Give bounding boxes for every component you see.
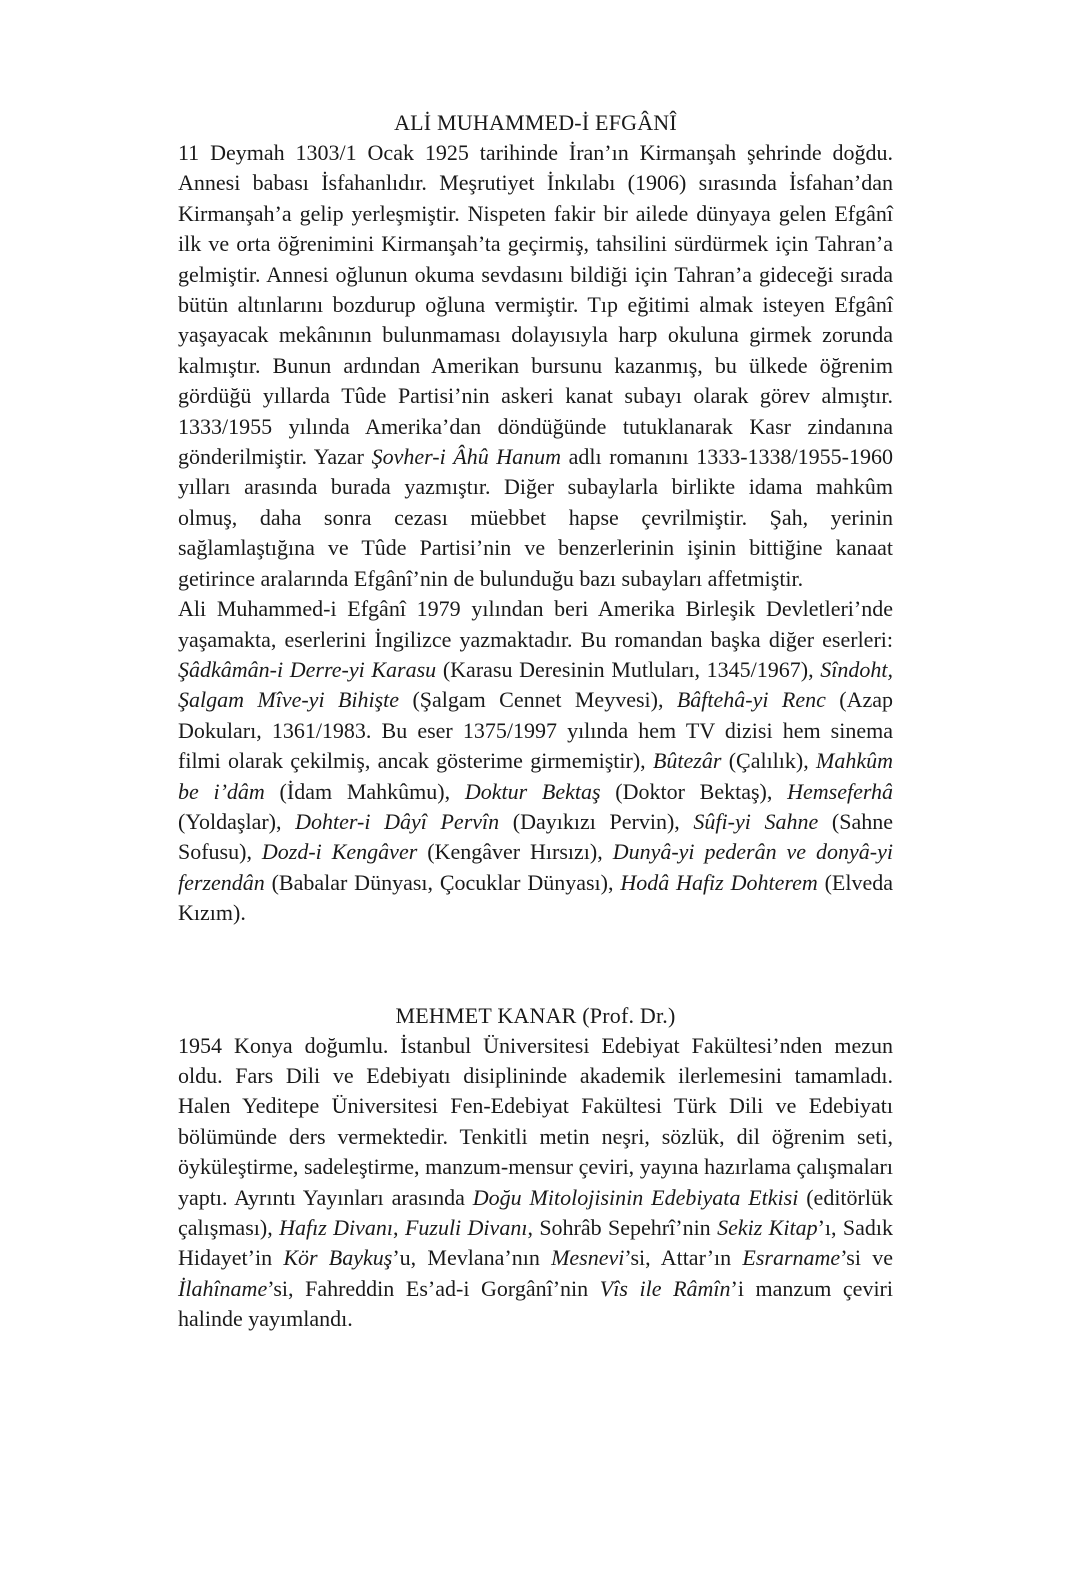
italic-title-run: Dohter-i Dâyî Pervîn xyxy=(295,808,500,834)
text-run: (İdam Mahkûmu), xyxy=(264,778,465,804)
text-run: adlı romanını 1333-1338/1955-1960 yılları arasında burada yazmıştır. Diğer subaylarla birlikte idama mahkûm olmuş, daha sonra cezası müebbet hapse çevrilmiştir. Şah, yerinin sağlamlaştığına ve Tûde Partisi’nin ve benzerlerinin işinin bittiğine kanaat getirince aralarında Efgânî’nin de bulunduğu bazı subayları affetmiştir. xyxy=(178,444,893,591)
italic-title-run: Kör Baykuş xyxy=(283,1245,393,1271)
italic-title-run: Sûfi-yi Sahne xyxy=(693,808,819,834)
text-run: (Yoldaşlar), xyxy=(178,808,296,834)
italic-title-run: Mahkûm be i’dâm xyxy=(178,748,893,804)
italic-title-run: Sekiz Kitap xyxy=(717,1215,818,1240)
bio-heading-kanar: MEHMET KANAR (Prof. Dr.) xyxy=(395,1002,676,1028)
section-spacer xyxy=(178,929,893,1001)
text-run: (Karasu Deresinin Mutluları, 1345/1967), xyxy=(436,656,821,682)
text-run: (Şalgam Cennet Meyvesi), xyxy=(399,687,677,713)
text-run: ’si ve xyxy=(840,1245,893,1271)
bio-paragraph-efgani-2 xyxy=(178,594,893,928)
italic-title-run: Mesnevi xyxy=(551,1245,625,1271)
text-run: ’u, Mevlana’nın xyxy=(392,1245,552,1271)
italic-title-run: Bâftehâ-yi Renc xyxy=(676,687,826,713)
text-run: (Elveda Kızım). xyxy=(178,869,893,926)
italic-title-run: Doğu Mitolojisinin Edebiyata Etkisi xyxy=(472,1184,799,1210)
italic-title-run: Hemseferhâ xyxy=(787,778,894,804)
text-run: (Doktor Bektaş), xyxy=(600,778,788,804)
text-run: , Sohrâb Sepehrî’nin xyxy=(527,1215,718,1240)
text-run: (editörlük çalışması), xyxy=(178,1184,893,1240)
text-run: (Azap Dokuları, 1361/1983. Bu eser 1375/1997 yılında hem TV dizisi hem sinema filmi olarak çekilmiş, ancak gösterime girmemiştir), xyxy=(178,687,893,774)
italic-title-run: Bûtezâr xyxy=(652,748,722,774)
text-run: (Babalar Dünyası, Çocuklar Dünyası), xyxy=(264,869,621,895)
italic-title-run: Şovher-i Âhû Hanum xyxy=(371,444,562,470)
bio-section-efgani xyxy=(178,108,893,929)
text-run: (Çalılık), xyxy=(721,748,817,774)
text-run: Ali Muhammed-i Efgânî 1979 yılından beri Amerika Birleşik Devletleri’nde yaşamakta, eserlerini İngilizce yazmaktadır. Bu romandan başka diğer eserleri: xyxy=(178,596,893,652)
italic-title-run: İlahîname xyxy=(178,1275,268,1301)
text-run: ’i manzum çeviri halinde yayımlandı. xyxy=(178,1275,893,1332)
page-body xyxy=(178,108,893,1335)
bio-paragraph-kanar-1 xyxy=(178,1031,893,1335)
italic-title-run: Hafız Divanı xyxy=(279,1215,394,1240)
text-run: ’ı, Sadık Hidayet’in xyxy=(178,1215,894,1271)
italic-title-run: Şâdkâmân-i Derre-yi Karasu xyxy=(178,656,437,682)
italic-title-run: Dozd-i Kengâver xyxy=(261,839,418,865)
text-run: ’si, Fahreddin Es’ad-i Gorgânî’nin xyxy=(267,1275,600,1301)
italic-title-run: Dunyâ-yi pederân ve donyâ-yi ferzendân xyxy=(178,839,893,895)
text-run: 1954 Konya doğumlu. İstanbul Üniversitesi Edebiyat Fakültesi’nden mezun oldu. Fars Dili ve Edebiyatı disiplininde akademik ilerlemesini tamamladı. Halen Yeditepe Üniversitesi Fen-Edebiyat Fakültesi Türk Dili ve Edebiyatı bölümünde ders vermektedir. Tenkitli metin neşri, sözlük, dil öğrenim seti, öyküleştirme, sadeleştirme, manzum-mensur çeviri, yayına hazırlama çalışmaları yaptı. Ayrıntı Yayınları arasında xyxy=(178,1032,893,1210)
text-run: ’si, Attar’ın xyxy=(624,1245,743,1271)
text-run: (Sahne Sofusu), xyxy=(178,808,893,865)
italic-title-run: Sîndoht, Şalgam Mîve-yi Bihişte xyxy=(178,656,893,713)
text-run: (Dayıkızı Pervin), xyxy=(499,808,694,834)
bio-heading-efgani: ALİ MUHAMMED-İ EFGÂNÎ xyxy=(394,110,677,135)
text-run: (Kengâver Hırsızı), xyxy=(417,839,613,865)
italic-title-run: Hodâ Hafiz Dohterem xyxy=(620,869,818,895)
italic-title-run: Doktur Bektaş xyxy=(464,778,601,804)
bio-paragraph-efgani-1 xyxy=(178,138,893,594)
text-run: , xyxy=(393,1215,405,1240)
italic-title-run: Vîs ile Râmîn xyxy=(599,1275,731,1301)
bio-section-kanar xyxy=(178,1001,893,1335)
italic-title-run: Fuzuli Divanı xyxy=(404,1215,528,1240)
text-run: 11 Deymah 1303/1 Ocak 1925 tarihinde İran’ın Kirmanşah şehrinde doğdu. Annesi babası İsfahanlıdır. Meşrutiyet İnkılabı (1906) sırasında İsfahan’dan Kirmanşah’a gelip yerleşmiştir. Nispeten fakir bir ailede dünyaya gelen Efgânî ilk ve orta öğrenimini Kirmanşah’ta geçirmiş, tahsilini sürdürmek için Tahran’a gelmiştir. Annesi oğlunun okuma sevdasını bildiği için Tahran’a gideceği sırada bütün altınlarını bozdurup oğluna vermiştir. Tıp eğitimi almak isteyen Efgânî yaşayacak mekânının bulunmaması dolayısıyla harp okuluna girmek zorunda kalmıştır. Bunun ardından Amerikan bursunu kazanmış, bu ülkede öğrenim gördüğü yıllarda Tûde Partisi’nin askeri kanat subayı olarak görev almıştır. 1333/1955 yılında Amerika’dan döndüğünde tutuklanarak Kasr zindanına gönderilmiştir. Yazar xyxy=(178,140,893,470)
italic-title-run: Esrarname xyxy=(742,1245,841,1271)
